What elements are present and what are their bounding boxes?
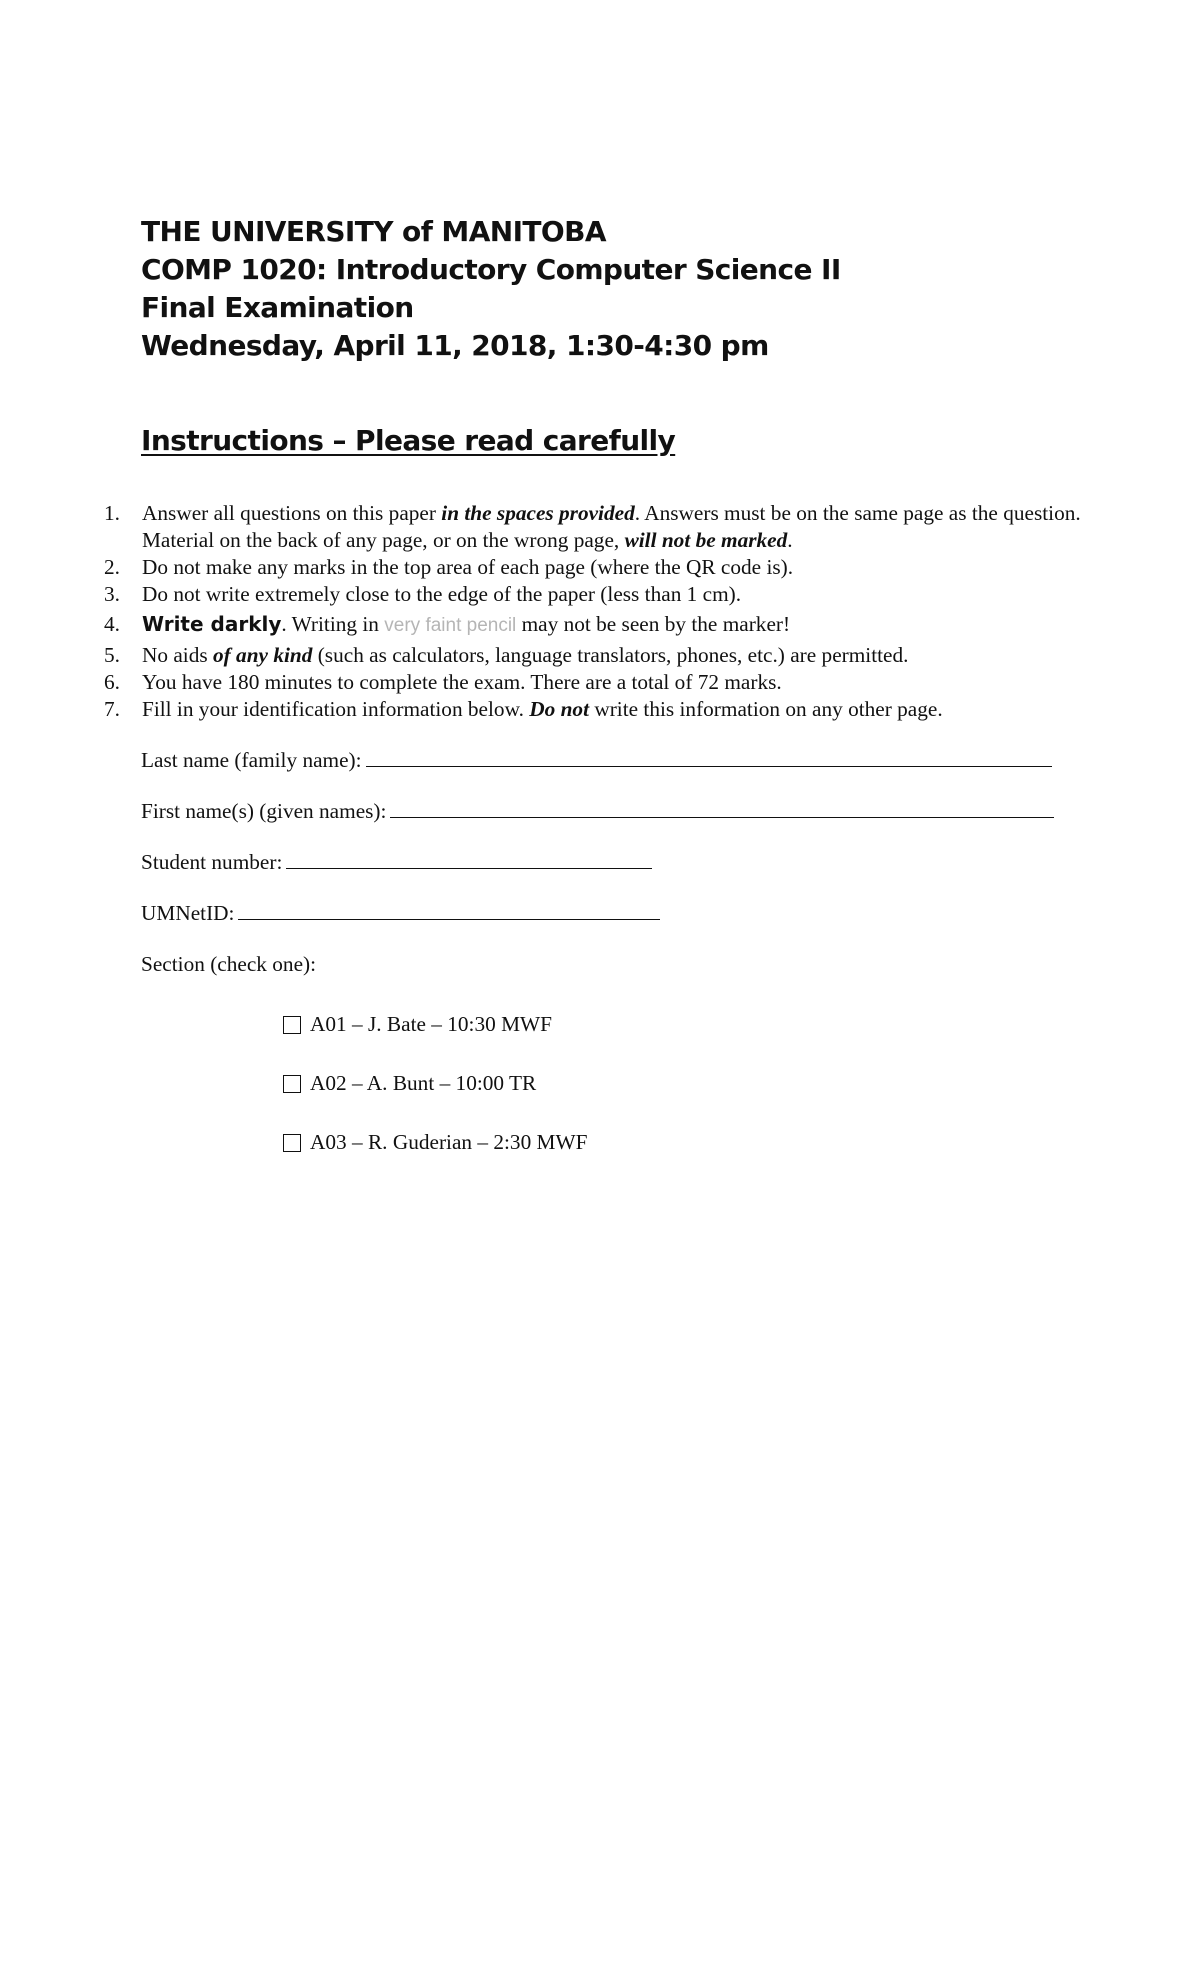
- instruction-item: [100, 554, 1120, 581]
- instruction-text: Fill in your identification information below.: [142, 697, 530, 721]
- instructions-list: [100, 500, 1120, 723]
- first-name-blank[interactable]: [390, 799, 1054, 818]
- checkbox-icon[interactable]: [283, 1134, 301, 1152]
- instruction-number: 6.: [104, 670, 120, 694]
- instruction-item: [100, 500, 1120, 554]
- instruction-text: . Answers must be on the same page as the question. Material on the back of any page, or on the wrong page,: [142, 501, 1081, 552]
- instruction-text: Answer all questions on this paper: [142, 501, 442, 525]
- identification-form: [141, 748, 1054, 1003]
- faint-pencil-sample: very faint pencil: [384, 615, 517, 636]
- instruction-emphasis: in the spaces provided: [441, 501, 635, 525]
- instruction-number: 5.: [104, 643, 120, 667]
- checkbox-icon[interactable]: [283, 1075, 301, 1093]
- instruction-text: may not be seen by the marker!: [516, 612, 791, 636]
- section-option-a01[interactable]: [283, 995, 587, 1054]
- instruction-emphasis: Write darkly: [142, 612, 282, 636]
- instruction-item: [100, 669, 1120, 696]
- last-name-label: Last name (family name):: [141, 748, 362, 772]
- exam-date: Wednesday, April 11, 2018, 1:30-4:30 pm: [141, 329, 769, 362]
- student-number-field: [141, 850, 1054, 901]
- last-name-field: [141, 748, 1054, 799]
- instruction-item: [100, 642, 1120, 669]
- instruction-text: .: [787, 528, 793, 552]
- instruction-text: Do not make any marks in the top area of each page (where the QR code is).: [142, 555, 794, 579]
- instruction-number: 7.: [104, 697, 120, 721]
- umnetid-blank[interactable]: [238, 901, 660, 920]
- instruction-emphasis: of any kind: [212, 643, 313, 667]
- instruction-number: 1.: [104, 501, 120, 525]
- umnetid-field: [141, 901, 1054, 952]
- section-option-label: A01 – J. Bate – 10:30 MWF: [310, 1012, 552, 1036]
- instruction-item: [100, 611, 1120, 639]
- instruction-number: 3.: [104, 582, 120, 606]
- umnetid-label: UMNetID:: [141, 901, 235, 925]
- section-options: [283, 995, 587, 1172]
- instruction-emphasis: will not be marked: [624, 528, 788, 552]
- instruction-text: write this information on any other page.: [589, 697, 943, 721]
- instruction-item: [100, 581, 1120, 608]
- section-label: Section (check one):: [141, 952, 317, 976]
- course-title: COMP 1020: Introductory Computer Science II: [141, 253, 841, 286]
- instruction-text: You have 180 minutes to complete the exam. There are a total of 72 marks.: [142, 670, 782, 694]
- instruction-text: No aids: [142, 643, 213, 667]
- last-name-blank[interactable]: [366, 748, 1052, 767]
- first-name-field: [141, 799, 1054, 850]
- exam-header: [141, 213, 841, 365]
- section-option-label: A02 – A. Bunt – 10:00 TR: [310, 1071, 537, 1095]
- first-name-label: First name(s) (given names):: [141, 799, 387, 823]
- instruction-emphasis: Do not: [529, 697, 589, 721]
- instruction-text: . Writing in: [281, 612, 385, 636]
- section-option-a03[interactable]: [283, 1113, 587, 1172]
- instruction-item: [100, 696, 1120, 723]
- section-option-a02[interactable]: [283, 1054, 587, 1113]
- instruction-text: (such as calculators, language translators, phones, etc.) are permitted.: [312, 643, 909, 667]
- student-number-blank[interactable]: [286, 850, 652, 869]
- instruction-text: Do not write extremely close to the edge of the paper (less than 1 cm).: [142, 582, 742, 606]
- university-name: THE UNIVERSITY of MANITOBA: [141, 215, 606, 248]
- instructions-heading: Instructions – Please read carefully: [141, 424, 676, 457]
- section-option-label: A03 – R. Guderian – 2:30 MWF: [310, 1130, 588, 1154]
- checkbox-icon[interactable]: [283, 1016, 301, 1034]
- instruction-number: 2.: [104, 555, 120, 579]
- instruction-number: 4.: [104, 612, 120, 636]
- student-number-label: Student number:: [141, 850, 283, 874]
- exam-type: Final Examination: [141, 291, 414, 324]
